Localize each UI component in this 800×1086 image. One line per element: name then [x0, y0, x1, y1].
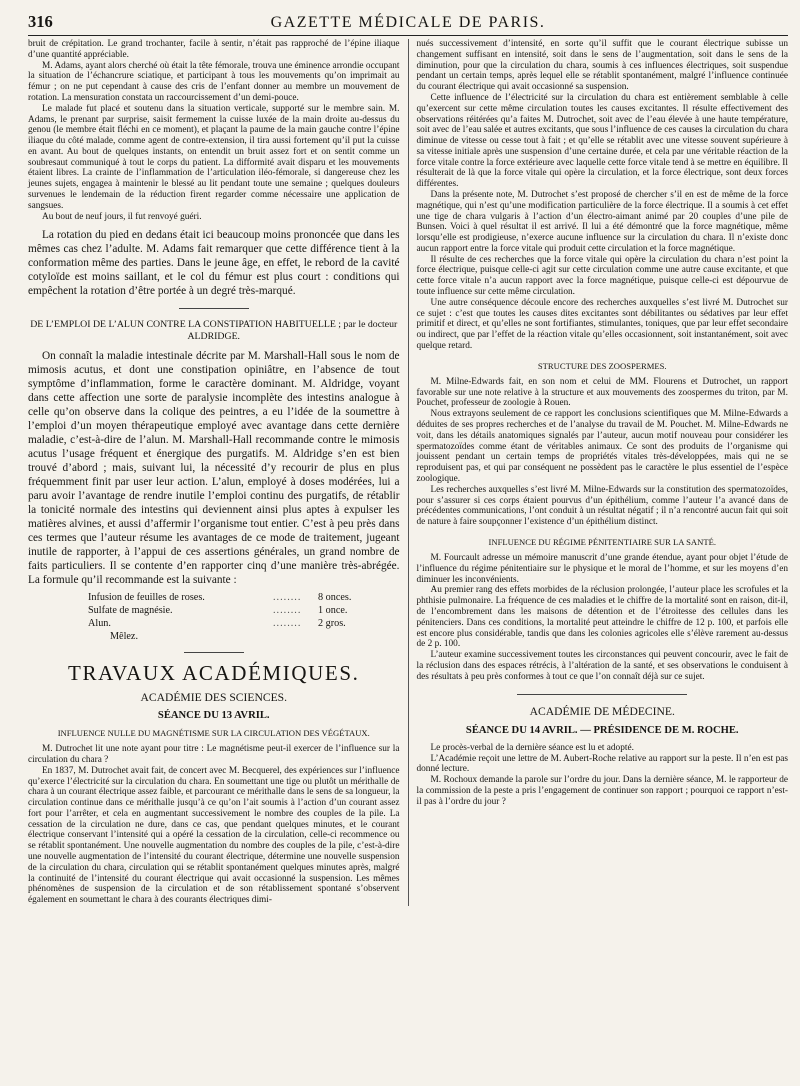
paragraph: Le procès-verbal de la dernière séance est lu et adopté. [430, 742, 634, 753]
paragraph: nués successivement d’intensité, en sorte qu’il suffit que le courant électrique subisse un changement suffisant en intensité, soit dans le sens de l’augmentation, soit dans le sens de la diminution, pour que la circulation du chara, soumis à ces influences électriques, soit suspendue pendant un certain temps, après lequel elle se rétablit spontanément, malgré l’influence continuée du courant électrique qui avait occasionné sa suspension. [416, 39, 788, 93]
paragraph: Cette influence de l’électricité sur la circulation du chara est entièrement semblable à celle qu’exercent sur cette même circulation toutes les causes excitantes. Il résulte effectivement des observations réitérées qu’a faites M. Dutrochet, soit avec de l’eau élevée à une haute température, soit avec de l’eau salée et autres excitants, que sous l’influence de ces causes la circulation du chara diminue de vitesse ou cesse tout à fait ; et qu’elle se rétablit avec une vitesse souvent supérieure à sa vitesse initiale après une suspension d’une certaine durée, et cela par une véritable réaction de la force vitale contre la force extérieure avec laquelle cette force vitale tend à se mettre en équilibre. Il résulterait de là que la force vitale qui opère la circulation, et la force électrique, sont deux forces différentes. [416, 92, 788, 190]
paragraph: Il résulte de ces recherches que la force vitale qui opère la circulation du chara n’est point la force électrique, puisque celle-ci agit sur cette circulation comme une autre cause excitante, et que cette force vitale n’a aucun rapport avec la force magnétique, puisque celle-ci est dépourvue de toute influence sur cette même circulation. [416, 254, 788, 297]
paragraph: Au bout de neuf jours, il fut renvoyé guéri. [42, 211, 202, 222]
paragraph: M. Rochoux demande la parole sur l’ordre du jour. Dans la dernière séance, M. le rapporteur de la commission de la peste a pris l’engagement de continuer son rapport ; pourquoi ce rapport n’est-il pas à l’ordre du jour ? [416, 775, 788, 807]
paragraph: Le malade fut placé et soutenu dans la situation verticale, supporté sur le membre sain. M. Adams, le prenant par surprise, saisit fermement la cuisse luxée de la main droite au-dessus du genou (le membre était fléchi en ce moment), et plaçant la paume de la main gauche contre l’épine iliaque du côté malade, comme agent de contre-extension, il tira aussi fortement qu’il put la cuisse en avant. Au bout de quelques instants, on entendit un bruit assez fort et on sentit comme un soubresaut communiqué à tout le corps du patient. La difformité avait disparu et les mouvements étaient libres. La crainte de l’inflammation de l’articulation iléo-fémorale, si dangereuse chez les jeunes sujets, engagea à maintenir le blessé au lit pendant toute une semaine ; quelques douleurs survenues le lendemain de la réduction firent regarder comme nécessaire une application de sangsues. [28, 103, 400, 211]
paragraph: Dans la présente note, M. Dutrochet s’est proposé de chercher s’il en est de même de la force magnétique, qui n’est qu’une modification particulière de la force électrique. Il a soumis à cet effet une tige de chara vulgaris à l’action d’un électro-aimant animé par 20 couples d’une pile de Bunsen. Voici à quel résultat il est arrivé. Il lui a été démontré que la force magnétique, même lorsqu’elle est prodigieuse, n’exerce aucune influence sur la circulation du chara. Il n’existe donc aucun rapport entre la force vitale qui produit cette circulation et la force magnétique. [416, 189, 788, 254]
separator [517, 694, 687, 695]
separator [179, 308, 249, 309]
paragraph: En 1837, M. Dutrochet avait fait, de concert avec M. Becquerel, des expériences sur l’influence qu’exerce l’électricité sur la circulation du chara. En soumettant une tige ou plutôt un mérithalle de chara à un courant électrique assez faible, et parcourant ce mérithalle dans le sens de sa longueur, la circulation continue dans ce mérithalle jusqu’à ce qu’on l’ait soumis à l’action d’un courant assez fort pour l’arrêter, et cela en augmentant successivement le nombre des couples de la pile. La cessation de la circulation ne dure, dans ce cas, que pendant quelques minutes, et le courant électrique conservant l’intensité qui a opéré la cessation de la circulation, celle-ci recommence ou se rétablit spontanément. Une nouvelle augmentation du nombre des couples de la pile, c’est-à-dire une nouvelle augmentation de l’intensité du courant électrique, détermine une nouvelle suspension de la circulation du chara, circulation qui se rétablit spontanément quelques minutes après, malgré la continuité de l’intensité du courant électrique qui avait occasionné la suspension. Les mêmes phénomènes de suspension de la circulation et de son rétablissement spontané s’observent également en soumettant le chara à des courants électriques dimi- [28, 765, 400, 906]
article-title-alum: DE L’EMPLOI DE L’ALUN CONTRE LA CONSTIPATION HABITUELLE ; par le docteur ALDRIDGE. [30, 319, 398, 342]
article-title-magnetism: INFLUENCE NULLE DU MAGNÉTISME SUR LA CIRCULATION DES VÉGÉTAUX. [57, 727, 370, 738]
paragraph: L’auteur examine successivement toutes les circonstances qui peuvent concourir, avec le fait de la réclusion dans des espaces rétrécis, à l’altération de la santé, et ses observations le conduisent à des résultats à peu près conformes à tout ce que l’on connaît déjà sur ce sujet. [416, 650, 788, 682]
session-date-medecine: SÉANCE DU 14 AVRIL. — PRÉSIDENCE DE M. ROCHE. [465, 725, 739, 737]
ingredient-name: Alun. [88, 618, 111, 630]
publication-title: GAZETTE MÉDICALE DE PARIS. [270, 14, 546, 31]
ingredient-name: Sulfate de magnésie. [88, 604, 173, 616]
article-title-regime: INFLUENCE DU RÉGIME PÉNITENTIAIRE SUR LA SANTÉ. [488, 536, 716, 547]
separator [184, 652, 244, 653]
paragraph: M. Dutrochet lit une note ayant pour titre : Le magnétisme peut-il exercer de l’influence sur la circulation du chara ? [28, 744, 400, 765]
section-title-travaux: TRAVAUX ACADÉMIQUES. [68, 660, 360, 685]
paragraph: L’Académie reçoit une lettre de M. Aubert-Roche relative au rapport sur la peste. Il n’en est pas donné lecture. [416, 753, 788, 775]
recipe-row: Sulfate de magnésie. ........ 1 once. [88, 604, 400, 617]
paragraph: Les recherches auxquelles s’est livré M. Milne-Edwards sur la constitution des spermatozoïdes, pour s’assurer si ces corps étaient pourvus d’un épithélium, comme l’auteur l’a avancé dans de précédentes communications, l’ont conduit à un résultat négatif ; il n’a rencontré aucun fait qui soit de nature à faire soupçonner l’existence d’un épithélium distinct. [416, 484, 788, 528]
ingredient-quantity: 2 gros. [318, 618, 346, 630]
left-column [28, 39, 400, 906]
article-title-zoospermes: STRUCTURE DES ZOOSPERMES. [537, 360, 667, 371]
ingredient-quantity: 8 onces. [318, 591, 352, 603]
paragraph: On connaît la maladie intestinale décrite par M. Marshall-Hall sous le nom de mimosis acutus, et dont une constipation opiniâtre, en l’absence de tout symptôme d’inflammation, forme le caractère dominant. M. Aldridge, voyant dans cette affection une sorte de paralysie incomplète des intestins analogue à celle qu’on observe dans la colique des peintres, a eu l’idée de la soumettre à l’emploi d’un moyen thérapeutique employé avec avantage dans cette dernière maladie, c’est-à-dire de l’alun. M. Marshall-Hall recommande contre le mimosis acutus l’usage fréquent et énergique des purgatifs. M. Aldridge s’en est bien trouvé d’abord ; mais, suivant lui, la nécessité d’y recourir de plus en plus fréquemment finit par user leur action. L’alun, employé à doses modérées, lui a paru avoir l’avantage de rendre inutile l’emploi continu des purgatifs, de rétablir la tonicité normale des intestins qui deviennent ainsi plus aptes à expulser les matières alvines, et aussi d’affermir l’organisme tout entier. C’est à peu près dans ces termes que l’auteur résume les avantages de ce mode de traitement, jugeant inutile de rapporter, à l’appui de ces assertions générales, un grand nombre de faits particuliers. Il se contente d’en rapporter cinq d’une manière très-abrégée. La formule qu’il recommande est la suivante : [28, 349, 400, 586]
academy-title-medecine: ACADÉMIE DE MÉDECINE. [529, 705, 675, 719]
recipe-row: Infusion de feuilles de roses. ........ 8 onces. [88, 591, 400, 604]
ingredient-quantity: 1 once. [318, 604, 348, 616]
paragraph: M. Milne-Edwards fait, en son nom et celui de MM. Flourens et Dutrochet, un rapport favorable sur une note relative à la structure et aux mouvements des zoospermes du triton, par M. Pouchet, professeur de zoologie à Rouen. [416, 376, 788, 409]
paragraph: M. Fourcault adresse un mémoire manuscrit d’une grande étendue, ayant pour objet l’étude de l’influence du régime pénitentiaire sur le physique et le moral de l’homme, et sur les moyens d’en diminuer les inconvénients. [416, 553, 788, 585]
paragraph: Nous extrayons seulement de ce rapport les conclusions scientifiques que M. Milne-Edwards a déduites de ses propres recherches et de l’analyse du travail de M. Pouchet. M. Milne-Edwards ne voit, dans les détails anatomiques signalés par l’auteur, aucun motif nouveau pour considérer les spermatozoïdes comme étant de véritables animaux. Ce sont des produits de l’organisme qui jouissent pendant un certain temps de propriétés vitales très-développées, mais qui ne se reproduisent pas, et qui par conséquent ne possèdent pas le caractère le plus essentiel de l’espèce zoologique. [416, 409, 788, 484]
paragraph: Au premier rang des effets morbides de la réclusion prolongée, l’auteur place les scrofules et la phthisie pulmonaire. La fréquence de ces maladies et le chiffre de la mortalité sont en raison, dit-il, de l’encombrement dans les maisons de détention et de l’étroitesse des cellules dans les pénitenciers. Dans ces conditions, la mortalité peut atteindre le chiffre de 12 p. 100, et parfois elle est encore plus considérable, tandis que dans les colonies agricoles elle s’élève rarement au-dessus de 2 p. 100. [416, 585, 788, 650]
right-column [408, 39, 789, 906]
recipe-instruction: Mêlez. [110, 631, 139, 643]
paragraph: bruit de crépitation. Le grand trochanter, facile à sentir, n’était pas rapproché de l’épine iliaque d’une quantité appréciable. [28, 39, 400, 60]
paragraph: M. Adams, ayant alors cherché où était la tête fémorale, trouva une éminence arrondie occupant la situation de l’échancrure sciatique, et participant à tous les mouvements qu’on imprimait au fémur ; on ne put cependant à cause des cris de l’enfant donner au membre un mouvement de rotation. La mensuration constata un raccourcissement d’un demi-pouce. [28, 60, 400, 103]
page-number: 316 [28, 12, 53, 31]
page-header [28, 12, 788, 36]
session-date-sciences: SÉANCE DU 13 AVRIL. [157, 710, 270, 722]
ingredient-name: Infusion de feuilles de roses. [88, 591, 205, 603]
recipe-formula [88, 591, 400, 644]
columns [28, 39, 788, 906]
paragraph: Une autre conséquence découle encore des recherches auxquelles s’est livré M. Dutrochet sur ce sujet : c’est que toutes les causes dites excitantes sont débilitantes ou sédatives par leur effet primitif et direct, et qu’elles ne sont fortifiantes, stimulantes, toniques, que par leur effet secondaire ou indirect, que par l’effet de la réaction vitale qu’elles occasionnent, soit instantanément, soit avec quelque retard. [416, 297, 788, 351]
recipe-row: Alun. ........ 2 gros. [88, 617, 400, 630]
academy-title-sciences: ACADÉMIE DES SCIENCES. [140, 690, 288, 704]
paragraph: La rotation du pied en dedans était ici beaucoup moins prononcée que dans les mêmes cas chez l’adulte. M. Adams fait remarquer que cette différence tient à la conformation même des parties. Dans le jeune âge, en effet, le rebord de la cavité cotyloïde est moins saillant, et le col du fémur est plus court : conditions qui empêchent la rotation d’être portée à un degré très-marqué. [28, 229, 400, 298]
